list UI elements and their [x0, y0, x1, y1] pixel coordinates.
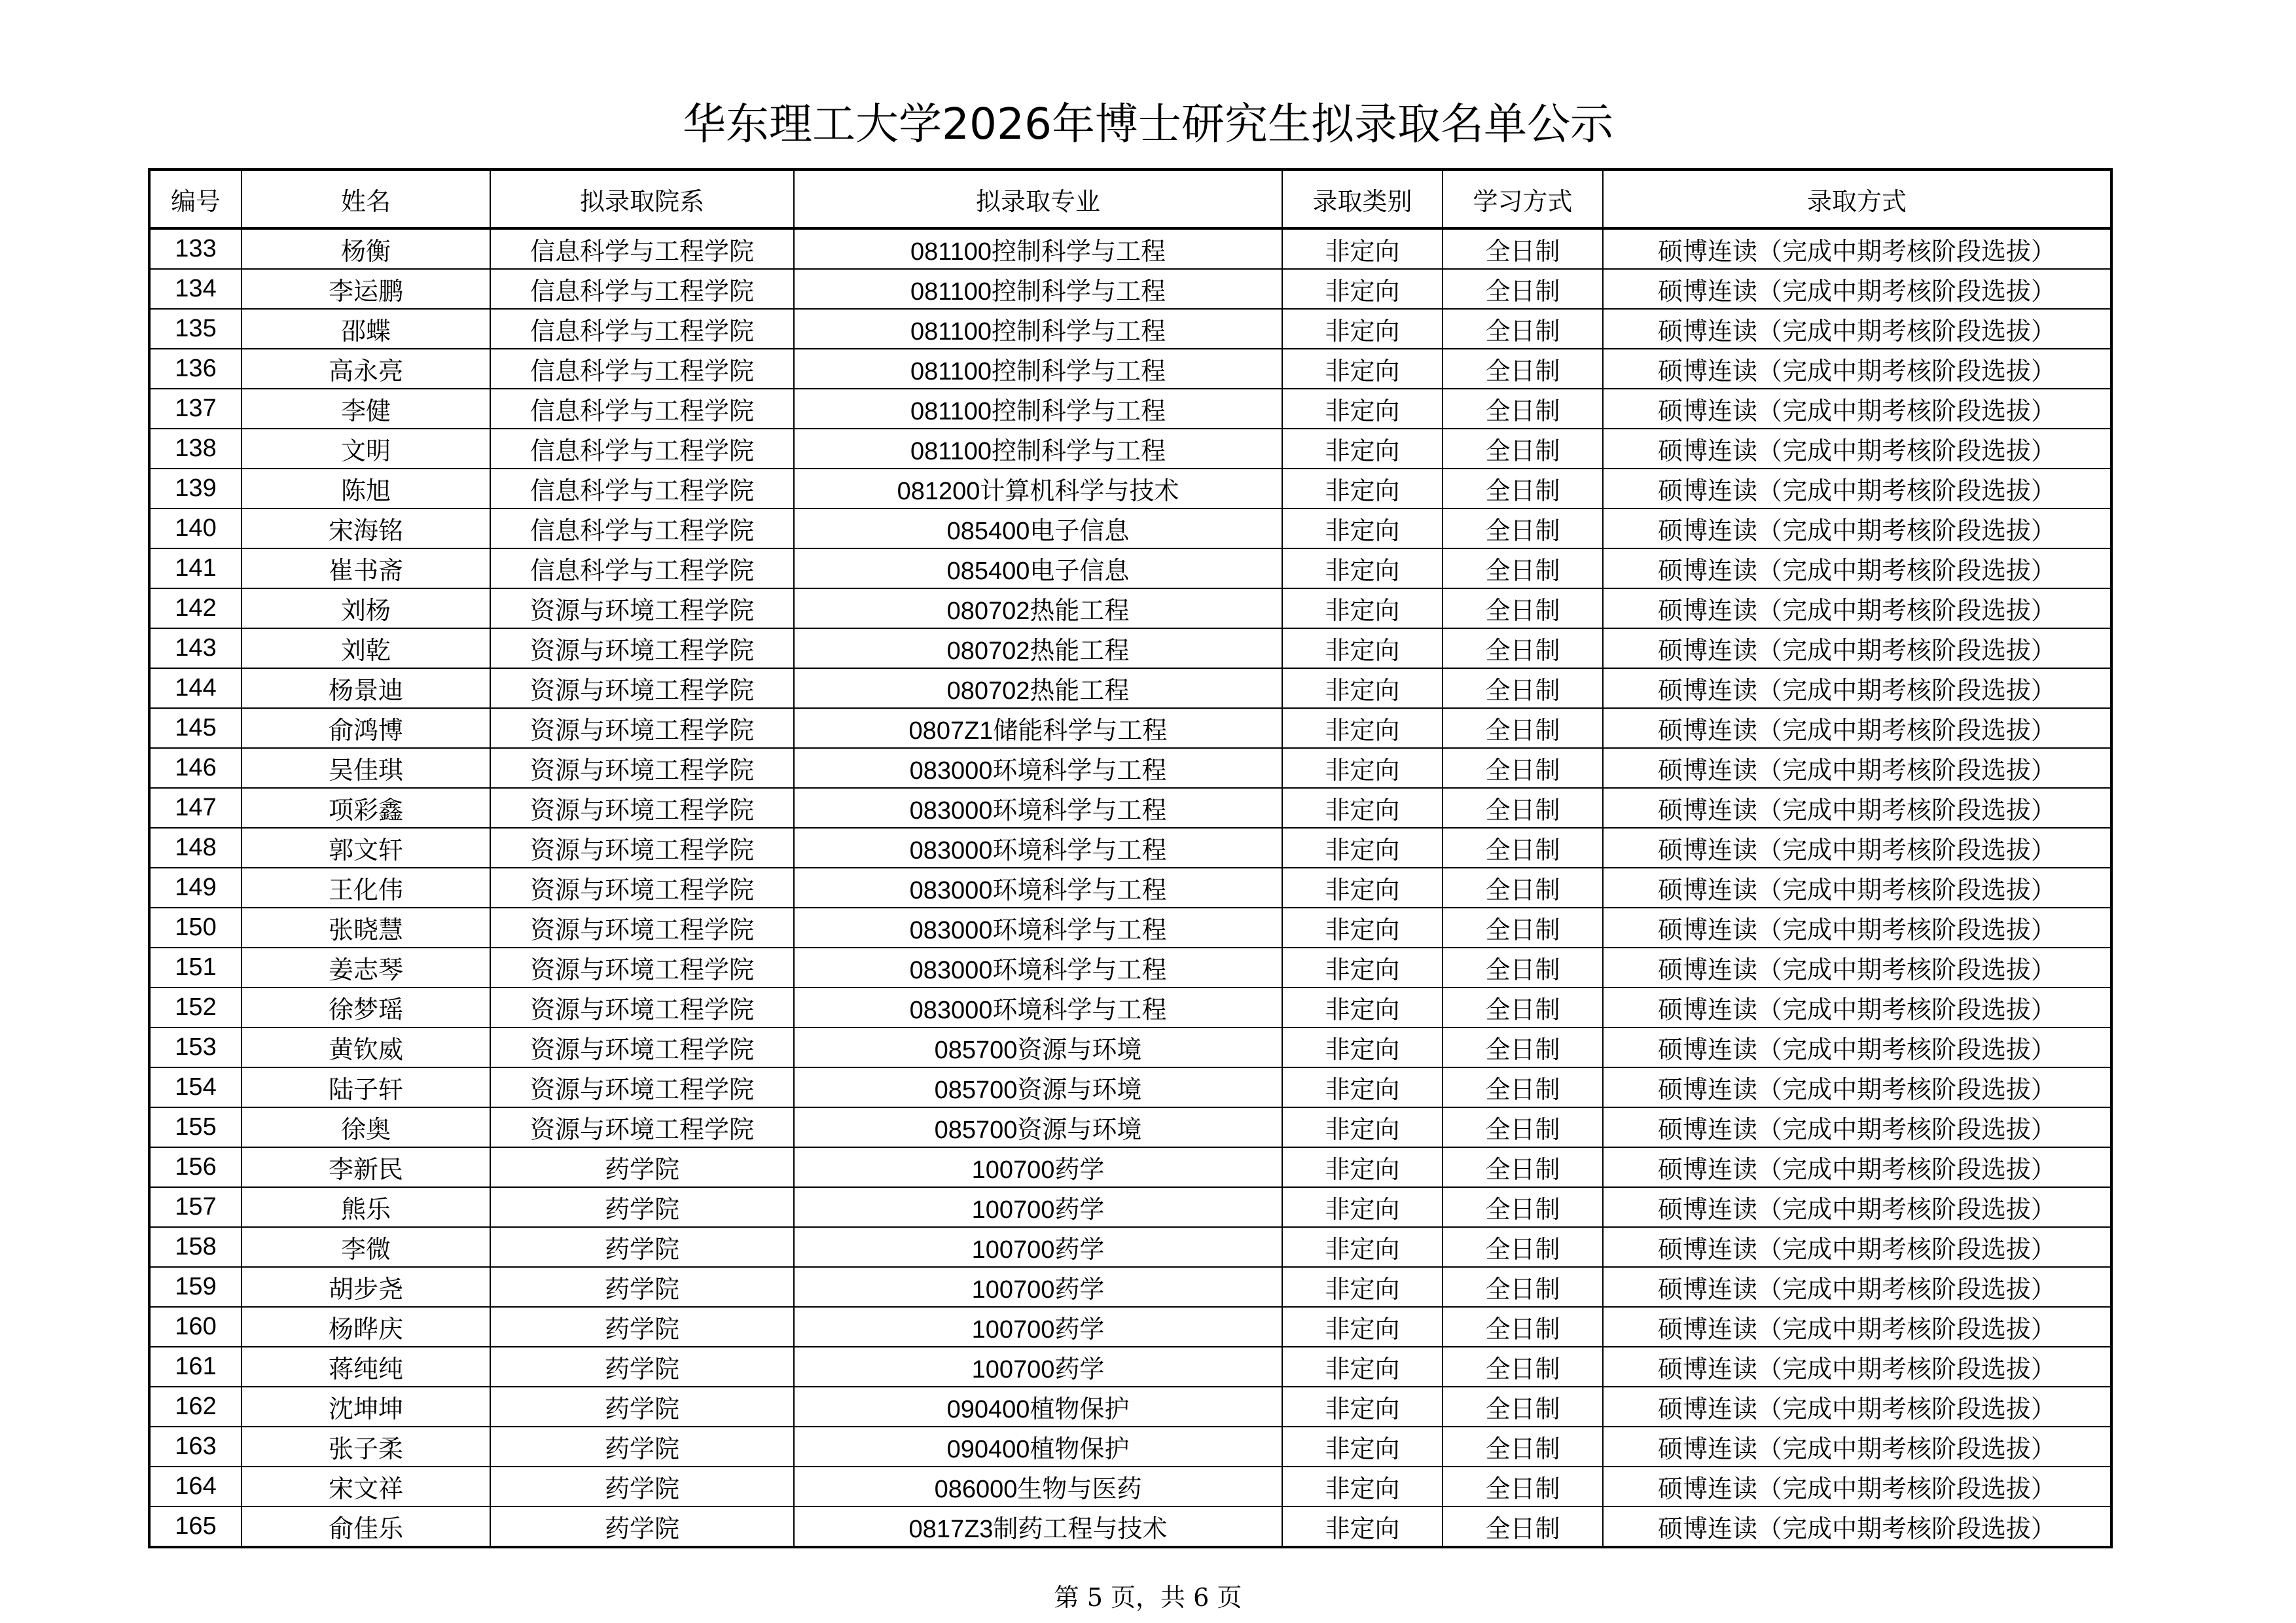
cell-category: 非定向: [1282, 508, 1443, 548]
table-row: [149, 868, 2111, 908]
cell-name: 刘乾: [242, 628, 490, 668]
cell-mode: 全日制: [1443, 1027, 1603, 1067]
cell-id: 147: [149, 788, 242, 828]
cell-dept: 药学院: [490, 1227, 794, 1267]
cell-id: 161: [149, 1347, 242, 1387]
cell-dept: 信息科学与工程学院: [490, 309, 794, 349]
cell-dept: 药学院: [490, 1387, 794, 1427]
cell-method: 硕博连读（完成中期考核阶段选拔）: [1603, 508, 2111, 548]
cell-method: 硕博连读（完成中期考核阶段选拔）: [1603, 1267, 2111, 1307]
cell-method: 硕博连读（完成中期考核阶段选拔）: [1603, 1027, 2111, 1067]
cell-mode: 全日制: [1443, 269, 1603, 309]
cell-mode: 全日制: [1443, 908, 1603, 948]
cell-id: 149: [149, 868, 242, 908]
cell-name: 刘杨: [242, 588, 490, 628]
cell-mode: 全日制: [1443, 349, 1603, 389]
table-row: [149, 1067, 2111, 1107]
cell-mode: 全日制: [1443, 1227, 1603, 1267]
cell-dept: 信息科学与工程学院: [490, 429, 794, 469]
cell-id: 139: [149, 469, 242, 508]
cell-mode: 全日制: [1443, 389, 1603, 429]
cell-major: 0807Z1储能科学与工程: [794, 708, 1282, 748]
table-row: [149, 628, 2111, 668]
cell-name: 胡步尧: [242, 1267, 490, 1307]
cell-method: 硕博连读（完成中期考核阶段选拔）: [1603, 1187, 2111, 1227]
cell-name: 姜志琴: [242, 948, 490, 988]
cell-dept: 资源与环境工程学院: [490, 908, 794, 948]
cell-name: 俞鸿博: [242, 708, 490, 748]
cell-major: 083000环境科学与工程: [794, 988, 1282, 1027]
cell-mode: 全日制: [1443, 1467, 1603, 1507]
cell-name: 李新民: [242, 1147, 490, 1187]
cell-name: 邵蝶: [242, 309, 490, 349]
table-row: [149, 1187, 2111, 1227]
cell-major: 100700药学: [794, 1187, 1282, 1227]
cell-major: 086000生物与医药: [794, 1467, 1282, 1507]
cell-mode: 全日制: [1443, 788, 1603, 828]
cell-name: 李微: [242, 1227, 490, 1267]
table-row: [149, 668, 2111, 708]
cell-id: 137: [149, 389, 242, 429]
cell-dept: 资源与环境工程学院: [490, 1027, 794, 1067]
cell-method: 硕博连读（完成中期考核阶段选拔）: [1603, 469, 2111, 508]
cell-name: 徐梦瑶: [242, 988, 490, 1027]
cell-method: 硕博连读（完成中期考核阶段选拔）: [1603, 628, 2111, 668]
table-row: [149, 309, 2111, 349]
table-row: [149, 908, 2111, 948]
cell-mode: 全日制: [1443, 228, 1603, 269]
cell-major: 081100控制科学与工程: [794, 429, 1282, 469]
table-row: [149, 349, 2111, 389]
cell-id: 142: [149, 588, 242, 628]
cell-mode: 全日制: [1443, 828, 1603, 868]
cell-mode: 全日制: [1443, 988, 1603, 1027]
cell-id: 154: [149, 1067, 242, 1107]
cell-name: 杨景迪: [242, 668, 490, 708]
cell-id: 140: [149, 508, 242, 548]
cell-id: 133: [149, 228, 242, 269]
cell-category: 非定向: [1282, 1227, 1443, 1267]
cell-mode: 全日制: [1443, 588, 1603, 628]
cell-category: 非定向: [1282, 988, 1443, 1027]
cell-major: 085700资源与环境: [794, 1107, 1282, 1147]
cell-mode: 全日制: [1443, 748, 1603, 788]
cell-mode: 全日制: [1443, 668, 1603, 708]
cell-dept: 药学院: [490, 1427, 794, 1467]
cell-dept: 资源与环境工程学院: [490, 588, 794, 628]
cell-id: 148: [149, 828, 242, 868]
cell-major: 085700资源与环境: [794, 1067, 1282, 1107]
header-major: 拟录取专业: [794, 169, 1282, 228]
cell-dept: 药学院: [490, 1307, 794, 1347]
cell-dept: 资源与环境工程学院: [490, 828, 794, 868]
cell-name: 李运鹏: [242, 269, 490, 309]
cell-category: 非定向: [1282, 908, 1443, 948]
cell-category: 非定向: [1282, 429, 1443, 469]
cell-method: 硕博连读（完成中期考核阶段选拔）: [1603, 309, 2111, 349]
cell-name: 杨衡: [242, 228, 490, 269]
cell-major: 083000环境科学与工程: [794, 828, 1282, 868]
cell-id: 146: [149, 748, 242, 788]
cell-dept: 资源与环境工程学院: [490, 948, 794, 988]
cell-category: 非定向: [1282, 668, 1443, 708]
cell-dept: 资源与环境工程学院: [490, 868, 794, 908]
cell-major: 081200计算机科学与技术: [794, 469, 1282, 508]
cell-mode: 全日制: [1443, 628, 1603, 668]
table-row: [149, 948, 2111, 988]
header-dept: 拟录取院系: [490, 169, 794, 228]
cell-category: 非定向: [1282, 1267, 1443, 1307]
cell-method: 硕博连读（完成中期考核阶段选拔）: [1603, 988, 2111, 1027]
cell-category: 非定向: [1282, 228, 1443, 269]
table-row: [149, 1267, 2111, 1307]
cell-mode: 全日制: [1443, 1427, 1603, 1467]
cell-id: 143: [149, 628, 242, 668]
cell-major: 081100控制科学与工程: [794, 269, 1282, 309]
cell-name: 李健: [242, 389, 490, 429]
cell-mode: 全日制: [1443, 1507, 1603, 1547]
cell-dept: 资源与环境工程学院: [490, 1107, 794, 1147]
cell-name: 徐奥: [242, 1107, 490, 1147]
cell-name: 杨晔庆: [242, 1307, 490, 1347]
table-row: [149, 828, 2111, 868]
table-row: [149, 269, 2111, 309]
cell-id: 135: [149, 309, 242, 349]
cell-method: 硕博连读（完成中期考核阶段选拔）: [1603, 349, 2111, 389]
cell-major: 090400植物保护: [794, 1427, 1282, 1467]
cell-category: 非定向: [1282, 628, 1443, 668]
header-row: [149, 169, 2111, 228]
cell-major: 083000环境科学与工程: [794, 788, 1282, 828]
cell-name: 沈坤坤: [242, 1387, 490, 1427]
table-row: [149, 228, 2111, 269]
cell-method: 硕博连读（完成中期考核阶段选拔）: [1603, 1147, 2111, 1187]
cell-major: 081100控制科学与工程: [794, 228, 1282, 269]
cell-category: 非定向: [1282, 828, 1443, 868]
header-name: 姓名: [242, 169, 490, 228]
cell-name: 高永亮: [242, 349, 490, 389]
cell-method: 硕博连读（完成中期考核阶段选拔）: [1603, 1067, 2111, 1107]
cell-major: 100700药学: [794, 1347, 1282, 1387]
cell-name: 陆子轩: [242, 1067, 490, 1107]
cell-id: 141: [149, 548, 242, 588]
cell-major: 0817Z3制药工程与技术: [794, 1507, 1282, 1547]
cell-mode: 全日制: [1443, 1347, 1603, 1387]
cell-id: 160: [149, 1307, 242, 1347]
cell-id: 153: [149, 1027, 242, 1067]
page-footer: 第 5 页，共 6 页: [1054, 1583, 1242, 1612]
cell-category: 非定向: [1282, 748, 1443, 788]
cell-dept: 资源与环境工程学院: [490, 748, 794, 788]
cell-mode: 全日制: [1443, 1187, 1603, 1227]
cell-id: 164: [149, 1467, 242, 1507]
table-row: [149, 1307, 2111, 1347]
table-row: [149, 788, 2111, 828]
cell-dept: 资源与环境工程学院: [490, 708, 794, 748]
table-row: [149, 988, 2111, 1027]
cell-category: 非定向: [1282, 1347, 1443, 1387]
header-category: 录取类别: [1282, 169, 1443, 228]
cell-method: 硕博连读（完成中期考核阶段选拔）: [1603, 588, 2111, 628]
cell-name: 陈旭: [242, 469, 490, 508]
cell-dept: 资源与环境工程学院: [490, 668, 794, 708]
cell-dept: 资源与环境工程学院: [490, 988, 794, 1027]
cell-dept: 信息科学与工程学院: [490, 349, 794, 389]
cell-id: 157: [149, 1187, 242, 1227]
cell-name: 蒋纯纯: [242, 1347, 490, 1387]
cell-mode: 全日制: [1443, 1147, 1603, 1187]
cell-category: 非定向: [1282, 269, 1443, 309]
cell-major: 100700药学: [794, 1147, 1282, 1187]
cell-category: 非定向: [1282, 588, 1443, 628]
cell-category: 非定向: [1282, 1147, 1443, 1187]
cell-dept: 信息科学与工程学院: [490, 269, 794, 309]
cell-mode: 全日制: [1443, 469, 1603, 508]
cell-major: 080702热能工程: [794, 668, 1282, 708]
cell-method: 硕博连读（完成中期考核阶段选拔）: [1603, 908, 2111, 948]
cell-name: 项彩鑫: [242, 788, 490, 828]
cell-method: 硕博连读（完成中期考核阶段选拔）: [1603, 269, 2111, 309]
cell-name: 张晓慧: [242, 908, 490, 948]
table-row: [149, 588, 2111, 628]
table-row: [149, 389, 2111, 429]
cell-major: 083000环境科学与工程: [794, 868, 1282, 908]
cell-major: 085700资源与环境: [794, 1027, 1282, 1067]
cell-dept: 药学院: [490, 1147, 794, 1187]
table-row: [149, 708, 2111, 748]
cell-dept: 信息科学与工程学院: [490, 389, 794, 429]
table-row: [149, 1347, 2111, 1387]
cell-name: 王化伟: [242, 868, 490, 908]
cell-category: 非定向: [1282, 389, 1443, 429]
cell-mode: 全日制: [1443, 508, 1603, 548]
table-row: [149, 1507, 2111, 1547]
table-row: [149, 469, 2111, 508]
cell-mode: 全日制: [1443, 429, 1603, 469]
cell-dept: 信息科学与工程学院: [490, 469, 794, 508]
cell-category: 非定向: [1282, 708, 1443, 748]
cell-major: 085400电子信息: [794, 508, 1282, 548]
cell-category: 非定向: [1282, 1107, 1443, 1147]
cell-method: 硕博连读（完成中期考核阶段选拔）: [1603, 1347, 2111, 1387]
header-mode: 学习方式: [1443, 169, 1603, 228]
cell-category: 非定向: [1282, 1307, 1443, 1347]
cell-name: 文明: [242, 429, 490, 469]
cell-mode: 全日制: [1443, 1067, 1603, 1107]
cell-mode: 全日制: [1443, 1107, 1603, 1147]
header-method: 录取方式: [1603, 169, 2111, 228]
cell-id: 162: [149, 1387, 242, 1427]
cell-name: 崔书斋: [242, 548, 490, 588]
cell-method: 硕博连读（完成中期考核阶段选拔）: [1603, 868, 2111, 908]
cell-major: 090400植物保护: [794, 1387, 1282, 1427]
cell-method: 硕博连读（完成中期考核阶段选拔）: [1603, 748, 2111, 788]
table-body: [149, 228, 2111, 1547]
cell-category: 非定向: [1282, 1067, 1443, 1107]
cell-id: 151: [149, 948, 242, 988]
cell-category: 非定向: [1282, 548, 1443, 588]
cell-mode: 全日制: [1443, 1267, 1603, 1307]
cell-id: 150: [149, 908, 242, 948]
cell-category: 非定向: [1282, 1427, 1443, 1467]
cell-method: 硕博连读（完成中期考核阶段选拔）: [1603, 1227, 2111, 1267]
cell-id: 155: [149, 1107, 242, 1147]
document-title: 华东理工大学2026年博士研究生拟录取名单公示: [683, 99, 1613, 149]
cell-name: 郭文轩: [242, 828, 490, 868]
cell-id: 158: [149, 1227, 242, 1267]
table-row: [149, 1107, 2111, 1147]
cell-category: 非定向: [1282, 1467, 1443, 1507]
cell-method: 硕博连读（完成中期考核阶段选拔）: [1603, 228, 2111, 269]
cell-dept: 资源与环境工程学院: [490, 1067, 794, 1107]
cell-id: 136: [149, 349, 242, 389]
cell-mode: 全日制: [1443, 948, 1603, 988]
cell-id: 145: [149, 708, 242, 748]
table-row: [149, 1027, 2111, 1067]
cell-major: 080702热能工程: [794, 628, 1282, 668]
table-row: [149, 1387, 2111, 1427]
cell-category: 非定向: [1282, 1507, 1443, 1547]
cell-category: 非定向: [1282, 948, 1443, 988]
cell-method: 硕博连读（完成中期考核阶段选拔）: [1603, 948, 2111, 988]
cell-name: 俞佳乐: [242, 1507, 490, 1547]
cell-mode: 全日制: [1443, 548, 1603, 588]
table-row: [149, 1427, 2111, 1467]
cell-dept: 资源与环境工程学院: [490, 628, 794, 668]
cell-name: 宋海铭: [242, 508, 490, 548]
cell-name: 张子柔: [242, 1427, 490, 1467]
cell-id: 134: [149, 269, 242, 309]
cell-major: 081100控制科学与工程: [794, 309, 1282, 349]
cell-id: 152: [149, 988, 242, 1027]
cell-name: 宋文祥: [242, 1467, 490, 1507]
cell-major: 100700药学: [794, 1267, 1282, 1307]
cell-method: 硕博连读（完成中期考核阶段选拔）: [1603, 1427, 2111, 1467]
cell-name: 吴佳琪: [242, 748, 490, 788]
table-row: [149, 1227, 2111, 1267]
table-row: [149, 508, 2111, 548]
cell-method: 硕博连读（完成中期考核阶段选拔）: [1603, 1507, 2111, 1547]
table-row: [149, 1467, 2111, 1507]
cell-major: 083000环境科学与工程: [794, 908, 1282, 948]
cell-dept: 药学院: [490, 1267, 794, 1307]
cell-mode: 全日制: [1443, 708, 1603, 748]
cell-method: 硕博连读（完成中期考核阶段选拔）: [1603, 668, 2111, 708]
cell-method: 硕博连读（完成中期考核阶段选拔）: [1603, 708, 2111, 748]
cell-mode: 全日制: [1443, 1387, 1603, 1427]
cell-mode: 全日制: [1443, 868, 1603, 908]
cell-name: 熊乐: [242, 1187, 490, 1227]
cell-id: 163: [149, 1427, 242, 1467]
cell-method: 硕博连读（完成中期考核阶段选拔）: [1603, 548, 2111, 588]
cell-major: 085400电子信息: [794, 548, 1282, 588]
cell-mode: 全日制: [1443, 309, 1603, 349]
table-row: [149, 1147, 2111, 1187]
cell-dept: 信息科学与工程学院: [490, 228, 794, 269]
cell-dept: 药学院: [490, 1467, 794, 1507]
cell-category: 非定向: [1282, 309, 1443, 349]
header-id: 编号: [149, 169, 242, 228]
cell-category: 非定向: [1282, 788, 1443, 828]
cell-method: 硕博连读（完成中期考核阶段选拔）: [1603, 1307, 2111, 1347]
table-row: [149, 429, 2111, 469]
cell-method: 硕博连读（完成中期考核阶段选拔）: [1603, 828, 2111, 868]
cell-id: 159: [149, 1267, 242, 1307]
cell-category: 非定向: [1282, 1187, 1443, 1227]
cell-major: 083000环境科学与工程: [794, 948, 1282, 988]
cell-method: 硕博连读（完成中期考核阶段选拔）: [1603, 1467, 2111, 1507]
table-row: [149, 548, 2111, 588]
cell-method: 硕博连读（完成中期考核阶段选拔）: [1603, 788, 2111, 828]
cell-id: 165: [149, 1507, 242, 1547]
cell-major: 081100控制科学与工程: [794, 389, 1282, 429]
cell-method: 硕博连读（完成中期考核阶段选拔）: [1603, 1387, 2111, 1427]
cell-dept: 信息科学与工程学院: [490, 548, 794, 588]
cell-category: 非定向: [1282, 469, 1443, 508]
cell-major: 100700药学: [794, 1307, 1282, 1347]
cell-category: 非定向: [1282, 1027, 1443, 1067]
cell-mode: 全日制: [1443, 1307, 1603, 1347]
cell-major: 081100控制科学与工程: [794, 349, 1282, 389]
cell-name: 黄钦威: [242, 1027, 490, 1067]
cell-method: 硕博连读（完成中期考核阶段选拔）: [1603, 389, 2111, 429]
cell-major: 080702热能工程: [794, 588, 1282, 628]
table-row: [149, 748, 2111, 788]
cell-dept: 药学院: [490, 1187, 794, 1227]
admission-table: [148, 168, 2113, 1548]
cell-major: 100700药学: [794, 1227, 1282, 1267]
cell-dept: 资源与环境工程学院: [490, 788, 794, 828]
table-header: [149, 169, 2111, 228]
cell-category: 非定向: [1282, 349, 1443, 389]
cell-major: 083000环境科学与工程: [794, 748, 1282, 788]
cell-category: 非定向: [1282, 1387, 1443, 1427]
cell-dept: 信息科学与工程学院: [490, 508, 794, 548]
cell-id: 144: [149, 668, 242, 708]
cell-method: 硕博连读（完成中期考核阶段选拔）: [1603, 1107, 2111, 1147]
cell-method: 硕博连读（完成中期考核阶段选拔）: [1603, 429, 2111, 469]
cell-id: 138: [149, 429, 242, 469]
cell-dept: 药学院: [490, 1507, 794, 1547]
cell-id: 156: [149, 1147, 242, 1187]
cell-category: 非定向: [1282, 868, 1443, 908]
cell-dept: 药学院: [490, 1347, 794, 1387]
